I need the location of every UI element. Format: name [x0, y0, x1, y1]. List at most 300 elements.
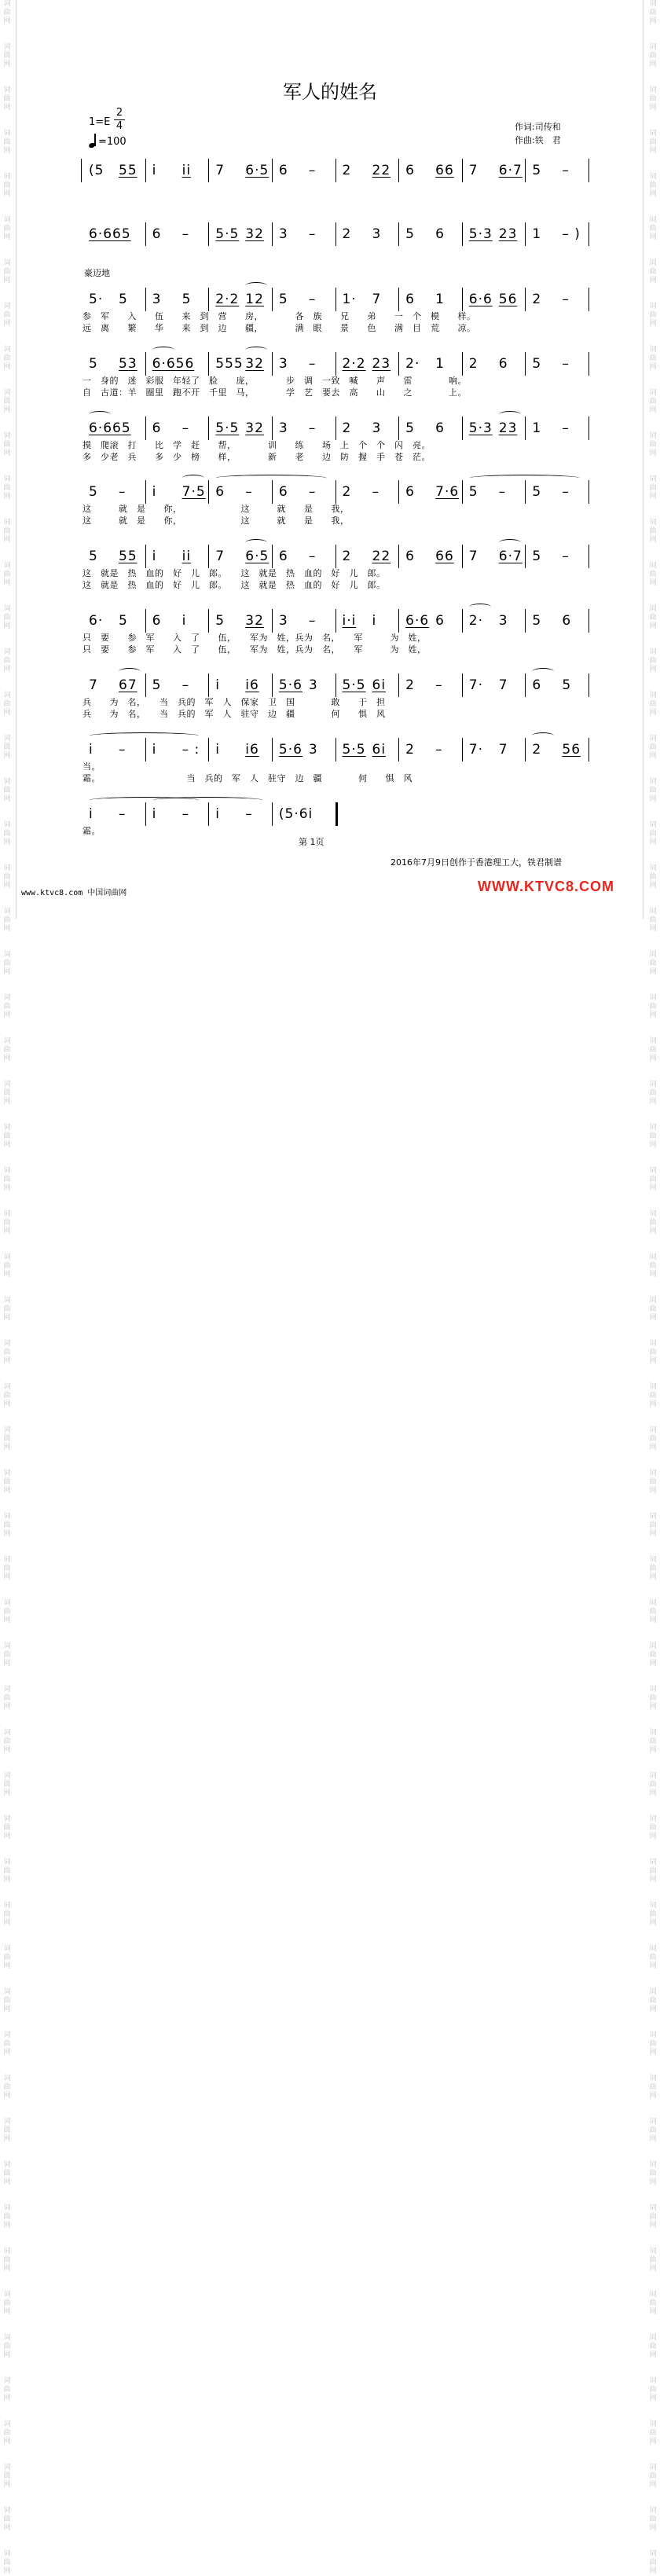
tempo-mark — [89, 134, 126, 148]
note-group: 7 — [372, 292, 382, 307]
note-group: 6 — [215, 484, 226, 500]
note-group: 5 — [532, 356, 542, 372]
note-group: 5 — [532, 613, 542, 629]
tie-mark — [499, 411, 521, 418]
barline — [462, 352, 463, 376]
note-group: – — [372, 484, 380, 500]
note-group: 5 — [89, 356, 98, 372]
barline — [525, 288, 526, 311]
note-group: 7 — [215, 163, 226, 178]
note-group: 6 — [435, 420, 445, 436]
note-group: – — [182, 420, 190, 436]
note-group: 3 — [278, 420, 288, 436]
barline — [208, 288, 209, 311]
note-group: 3 — [372, 226, 382, 242]
note-group: 3 — [498, 613, 508, 629]
note-group: 7 — [468, 549, 478, 564]
barline — [145, 159, 146, 182]
barline — [398, 673, 399, 697]
note-group: (5·6i — [278, 806, 314, 822]
note-group: – — [245, 806, 253, 822]
tie-mark — [182, 475, 204, 482]
staff-row — [82, 547, 589, 591]
note-group: – — [308, 163, 317, 178]
staff-row — [82, 290, 589, 334]
notes-line — [82, 740, 589, 759]
barline — [272, 480, 273, 504]
note-group: – — [308, 356, 317, 372]
barline — [588, 222, 589, 246]
note-group: i — [152, 806, 157, 822]
note-group: 6 — [498, 356, 508, 372]
note-group: 32 — [245, 420, 264, 436]
note-group: 2 — [468, 356, 478, 372]
note-group: 6 — [152, 226, 162, 242]
tie-mark — [469, 475, 580, 482]
note-group: 6 — [562, 613, 572, 629]
note-group: 5 — [119, 292, 128, 307]
note-group: i — [89, 742, 94, 758]
note-group: – — [562, 420, 570, 436]
note-group: – — [245, 484, 253, 500]
note-group: 2· — [468, 613, 483, 629]
lyric-line: 多 少老 兵 多 少 榜 样， 新 老 边 防 握 手 苍 茫。 — [82, 452, 431, 462]
lyric-line: 自 古道：羊 圈里 跑不开 千里 马， 学 艺 要去 高 山 之 上。 — [82, 387, 467, 398]
barline — [272, 545, 273, 568]
note-group: 22 — [372, 549, 391, 564]
note-group: i6 — [245, 677, 259, 693]
note-group: i — [215, 806, 220, 822]
key-signature: 1=E — [89, 116, 111, 128]
barline — [525, 480, 526, 504]
note-group: 6·665 — [89, 420, 131, 436]
note-group: – — [182, 226, 190, 242]
tie-mark — [499, 539, 521, 546]
note-group: 5 — [278, 292, 288, 307]
notes-line — [82, 419, 589, 438]
lyric-line: 这 就 是 你， 这 就 是 我， — [82, 504, 350, 514]
note-group: 2 — [405, 677, 415, 693]
tie-mark — [119, 668, 141, 675]
note-group: i — [89, 806, 94, 822]
note-group: 5·6 — [278, 742, 302, 758]
lyric-line: 当。 — [82, 761, 101, 772]
note-group: – — [182, 806, 190, 822]
barline — [208, 609, 209, 633]
note-group: – — [119, 806, 126, 822]
notes-line — [82, 805, 336, 824]
barline — [462, 738, 463, 761]
note-group: 12 — [245, 292, 264, 307]
note-group: – — [498, 484, 507, 500]
note-group: 5 — [532, 549, 542, 564]
notes-line — [82, 354, 589, 373]
barline — [525, 352, 526, 376]
barline — [462, 545, 463, 568]
barline — [525, 159, 526, 182]
barline — [208, 480, 209, 504]
note-group: 6 — [278, 484, 288, 500]
barline — [145, 609, 146, 633]
time-signature-top: 2 — [116, 107, 123, 119]
note-group: – — [308, 226, 317, 242]
barline — [208, 416, 209, 440]
barline — [398, 222, 399, 246]
barline — [525, 738, 526, 761]
note-group: i·i — [342, 613, 357, 629]
note-group: 5 — [468, 484, 478, 500]
note-group: 6 — [405, 163, 415, 178]
tie-mark — [152, 347, 174, 354]
tie-mark — [215, 475, 326, 482]
barline — [525, 673, 526, 697]
lyric-line: 兵 为 名， 当 兵的 军 人 驻守 边 疆 何 惧 风 — [82, 709, 386, 719]
note-group: 5 — [405, 420, 415, 436]
note-group: 3 — [308, 742, 318, 758]
barline — [208, 673, 209, 697]
barline — [398, 545, 399, 568]
barline — [272, 416, 273, 440]
barline — [336, 802, 338, 826]
note-group: 5·3 — [468, 226, 493, 242]
note-group: 5·6 — [278, 677, 302, 693]
note-group: 5 — [532, 484, 542, 500]
note-group: 5 — [119, 613, 128, 629]
note-group: 5 — [182, 292, 192, 307]
barline — [145, 738, 146, 761]
quarter-note-icon — [89, 134, 97, 148]
lyric-line: 一 身的 迷 彩服 年轻了 脸 庞， 步 调 一致 喊 声 雷 响。 — [82, 376, 467, 386]
lyric-line: 参 军 入 伍 来 到 营 房， 各 族 兄 弟 一 个 模 样。 — [82, 311, 476, 321]
barline — [398, 609, 399, 633]
note-group: – — [435, 677, 443, 693]
tie-mark — [245, 347, 267, 354]
barline — [272, 673, 273, 697]
note-group: 6·5 — [245, 163, 270, 178]
footer-logo-text: WWW.KTVC8.COM — [478, 879, 614, 894]
barline — [272, 738, 273, 761]
staff-row — [82, 740, 589, 784]
note-group: – — [119, 742, 126, 758]
note-group: i — [372, 613, 377, 629]
barline — [588, 738, 589, 761]
note-group: 6 — [405, 549, 415, 564]
barline — [462, 222, 463, 246]
note-group: 6 — [405, 292, 415, 307]
barline — [398, 738, 399, 761]
staff-row — [82, 483, 589, 527]
note-group: 6·6 — [468, 292, 493, 307]
barline — [398, 159, 399, 182]
note-group: 7 — [215, 549, 226, 564]
note-group: – — [562, 549, 570, 564]
note-group: 6 — [152, 613, 162, 629]
staff-row — [82, 805, 336, 837]
note-group: 5 — [89, 549, 98, 564]
barline — [145, 545, 146, 568]
note-group: 1 — [435, 292, 445, 307]
note-group: – — [308, 484, 317, 500]
barline — [208, 802, 209, 826]
page-number: 第 1页 — [299, 837, 324, 847]
expression-mark: 豪迈地 — [84, 268, 110, 278]
note-group: 2·2 — [342, 356, 366, 372]
note-group: 3 — [278, 613, 288, 629]
note-group: 6 — [435, 613, 445, 629]
note-group: 5· — [89, 292, 104, 307]
note-group: 1 — [532, 226, 542, 242]
note-group: 5·3 — [468, 420, 493, 436]
note-group: 56 — [498, 292, 518, 307]
note-group: 2 — [532, 742, 542, 758]
note-group: 6·665 — [89, 226, 131, 242]
left-watermark: 词 曲 网 词 曲 网 词 曲 网 词 曲 网 词 曲 网 词 曲 网 词 曲 网 词 曲 网 词 曲 网 词 曲 网 词 曲 网 词 曲 网 词 曲 网 词 曲 网 词 曲 网 词 曲 网 词 曲 网 词 曲 网 词 曲 网 词 曲 网 词 曲 网 词 曲 网 词 曲 网 词 曲 网 词 曲 网 词 曲 网 词 曲 网 词 曲 网 词 曲 网 词 曲 网 词 曲 网 词 曲 网 词 曲 网 词 曲 网 词 曲 网 词 曲 网 词 曲 网 词 曲 网 词 曲 网 词 曲 网 词 曲 网 词 曲 网 词 曲 网 词 曲 网 词 曲 网 词 曲 网 词 曲 网 词 曲 网 词 曲 网 词 曲 网 词 曲 网 词 曲 网 词 曲 网 词 曲 网 词 曲 网 词 曲 网 词 曲 网 词 曲 网 词 曲 网 词 曲 网 — [3, 0, 11, 2575]
note-group: i — [152, 549, 157, 564]
time-signature — [114, 108, 125, 132]
lyric-line: 这 就 是 你， 这 就 是 我， — [82, 516, 350, 526]
note-group: 6·6 — [405, 613, 430, 629]
note-group: 3 — [372, 420, 382, 436]
tie-mark — [89, 732, 200, 739]
lyric-line: 只 要 参 军 入 了 伍， 军为 姓，兵为 名， 军 为 姓， — [82, 633, 427, 643]
note-group: 6i — [372, 742, 387, 758]
note-group: 2 — [342, 484, 352, 500]
note-group: – — [182, 677, 190, 693]
barline — [398, 416, 399, 440]
note-group: – — [562, 163, 570, 178]
tie-mark — [152, 797, 263, 804]
note-group: 1· — [342, 292, 357, 307]
note-group: 6 — [278, 163, 288, 178]
lyric-line: 只 要 参 军 入 了 伍， 军为 姓，兵为 名， 军 为 姓， — [82, 644, 427, 655]
barline — [462, 416, 463, 440]
lyric-line: 这 就是 热 血的 好 儿 郎。 这 就是 热 血的 好 儿 郎。 — [82, 568, 386, 578]
note-group: i — [215, 677, 220, 693]
barline — [145, 222, 146, 246]
note-group: 2 — [405, 742, 415, 758]
note-group: – — [562, 356, 570, 372]
barline — [398, 352, 399, 376]
tie-mark — [469, 604, 491, 611]
note-group: 6 — [152, 420, 162, 436]
note-group: 5·5 — [342, 677, 366, 693]
tie-mark — [245, 539, 267, 546]
barline — [462, 609, 463, 633]
tempo-value: =100 — [98, 136, 126, 148]
staff-row — [82, 611, 589, 655]
note-group: – — [308, 549, 317, 564]
barline — [272, 802, 273, 826]
note-group: 2 — [342, 549, 352, 564]
barline — [145, 480, 146, 504]
staff-row — [82, 419, 589, 463]
barline — [462, 673, 463, 697]
note-group: 6i — [372, 677, 387, 693]
barline — [588, 673, 589, 697]
barline — [208, 352, 209, 376]
composer: 作曲:铁 君 — [515, 135, 561, 145]
barline — [588, 159, 589, 182]
note-group: i — [152, 742, 157, 758]
barline — [272, 352, 273, 376]
lyric-line: 摸 爬滚 打 比 学 赶 帮， 训 练 场 上 个 个 闪 亮。 — [82, 440, 431, 450]
note-group: ii — [182, 163, 192, 178]
note-group: 2 — [342, 420, 352, 436]
note-group: 1 — [532, 420, 542, 436]
note-group: – — [562, 484, 570, 500]
tie-mark — [245, 282, 267, 289]
barline — [398, 480, 399, 504]
barline — [208, 159, 209, 182]
note-group: 67 — [119, 677, 138, 693]
note-group: 32 — [245, 356, 264, 372]
note-group: 6·7 — [498, 549, 522, 564]
note-group: 5·5 — [215, 226, 240, 242]
opening-barline — [81, 159, 82, 182]
barline — [145, 416, 146, 440]
lyric-line: 这 就是 热 血的 好 儿 郎。 这 就是 热 血的 好 儿 郎。 — [82, 580, 386, 590]
barline — [208, 545, 209, 568]
note-group: 6·656 — [152, 356, 195, 372]
note-group: 555 — [215, 356, 244, 372]
footer-site: www.ktvc8.com 中国词曲网 — [21, 889, 127, 897]
barline — [588, 288, 589, 311]
lyric-line: 霜。 — [82, 826, 101, 836]
note-group: – — [119, 484, 126, 500]
note-group: 7· — [468, 742, 483, 758]
note-group: i — [182, 613, 187, 629]
barline — [272, 288, 273, 311]
barline — [145, 673, 146, 697]
note-group: 5 — [89, 484, 98, 500]
barline — [272, 222, 273, 246]
note-group: 7 — [468, 163, 478, 178]
note-group: 66 — [435, 549, 454, 564]
credits — [515, 120, 561, 147]
note-group: 2 — [532, 292, 542, 307]
barline — [272, 159, 273, 182]
lyric-line: 兵 为 名， 当 兵的 军 人 保家 卫 国 敢 于 担 — [82, 697, 386, 707]
note-group: 6·7 — [498, 163, 522, 178]
note-group: 7 — [89, 677, 98, 693]
tie-mark — [532, 732, 554, 739]
note-group: 3 — [308, 677, 318, 693]
note-group: 5 — [152, 677, 162, 693]
note-group: 6 — [435, 226, 445, 242]
barline — [462, 288, 463, 311]
note-group: 5 — [532, 163, 542, 178]
note-group: (5 — [89, 163, 104, 178]
note-group: 56 — [562, 742, 581, 758]
barline — [588, 352, 589, 376]
note-group: 2 — [342, 163, 352, 178]
creation-note: 2016年7月9日创作于香港理工大，铁君制谱 — [390, 857, 562, 868]
barline — [588, 609, 589, 633]
note-group: – — [435, 742, 443, 758]
note-group: – : — [182, 742, 200, 758]
right-watermark: 词 曲 网 词 曲 网 词 曲 网 词 曲 网 词 曲 网 词 曲 网 词 曲 网 词 曲 网 词 曲 网 词 曲 网 词 曲 网 词 曲 网 词 曲 网 词 曲 网 词 曲 网 词 曲 网 词 曲 网 词 曲 网 词 曲 网 词 曲 网 词 曲 网 词 曲 网 词 曲 网 词 曲 网 词 曲 网 词 曲 网 词 曲 网 词 曲 网 词 曲 网 词 曲 网 词 曲 网 词 曲 网 词 曲 网 词 曲 网 词 曲 网 词 曲 网 词 曲 网 词 曲 网 词 曲 网 词 曲 网 词 曲 网 词 曲 网 词 曲 网 词 曲 网 词 曲 网 词 曲 网 词 曲 网 词 曲 网 词 曲 网 词 曲 网 词 曲 网 词 曲 网 词 曲 网 词 曲 网 词 曲 网 词 曲 网 词 曲 网 词 曲 网 词 曲 网 词 曲 网 — [649, 0, 657, 2575]
barline — [398, 288, 399, 311]
note-group: 7· — [468, 677, 483, 693]
note-group: i — [152, 163, 157, 178]
barline — [208, 222, 209, 246]
song-title: 军人的姓名 — [283, 81, 377, 103]
barline — [525, 222, 526, 246]
barline — [588, 545, 589, 568]
note-group: 7·5 — [182, 484, 206, 500]
barline — [145, 352, 146, 376]
note-group: 2· — [405, 356, 420, 372]
note-group: 5 — [215, 613, 226, 629]
staff-row — [82, 354, 589, 398]
note-group: 32 — [245, 226, 264, 242]
staff-row — [82, 225, 589, 244]
note-group: 7 — [498, 677, 508, 693]
note-group: 5 — [405, 226, 415, 242]
note-group: 7·6 — [435, 484, 460, 500]
notes-line — [82, 483, 589, 501]
note-group: 7 — [498, 742, 508, 758]
note-group: 1 — [435, 356, 445, 372]
notes-line — [82, 225, 589, 244]
barline — [145, 802, 146, 826]
barline — [588, 480, 589, 504]
note-group: – ) — [562, 226, 581, 242]
notes-line — [82, 161, 589, 180]
tie-mark — [532, 668, 554, 675]
note-group: 3 — [278, 356, 288, 372]
notes-line — [82, 290, 589, 309]
note-group: 6 — [405, 484, 415, 500]
note-group: 22 — [372, 163, 391, 178]
note-group: – — [562, 292, 570, 307]
note-group: 23 — [372, 356, 391, 372]
notes-line — [82, 676, 589, 695]
note-group: 3 — [152, 292, 162, 307]
note-group: 6 — [532, 677, 542, 693]
barline — [272, 609, 273, 633]
note-group: 2·2 — [215, 292, 240, 307]
time-signature-bottom: 4 — [116, 120, 123, 132]
barline — [525, 609, 526, 633]
note-group: 5·5 — [215, 420, 240, 436]
barline — [525, 416, 526, 440]
note-group: i6 — [245, 742, 259, 758]
note-group: i — [215, 742, 220, 758]
note-group: 6 — [278, 549, 288, 564]
note-group: 3 — [278, 226, 288, 242]
barline — [588, 416, 589, 440]
note-group: – — [308, 420, 317, 436]
lyric-line: 霜。 当 兵的 军 人 驻守 边 疆 何 惧 风 — [82, 773, 412, 783]
note-group: 2 — [342, 226, 352, 242]
note-group: – — [308, 292, 317, 307]
note-group: 6· — [89, 613, 104, 629]
note-group: i — [152, 484, 157, 500]
staff-row — [82, 161, 589, 180]
note-group: 55 — [119, 549, 138, 564]
notes-line — [82, 611, 589, 630]
note-group: 23 — [498, 226, 518, 242]
note-group: 5 — [562, 677, 572, 693]
lyricist: 作词:司传和 — [515, 122, 561, 132]
note-group: 66 — [435, 163, 454, 178]
note-group: 23 — [498, 420, 518, 436]
barline — [462, 480, 463, 504]
note-group: 6·5 — [245, 549, 270, 564]
tie-mark — [89, 411, 111, 418]
footer-logo — [478, 879, 614, 895]
